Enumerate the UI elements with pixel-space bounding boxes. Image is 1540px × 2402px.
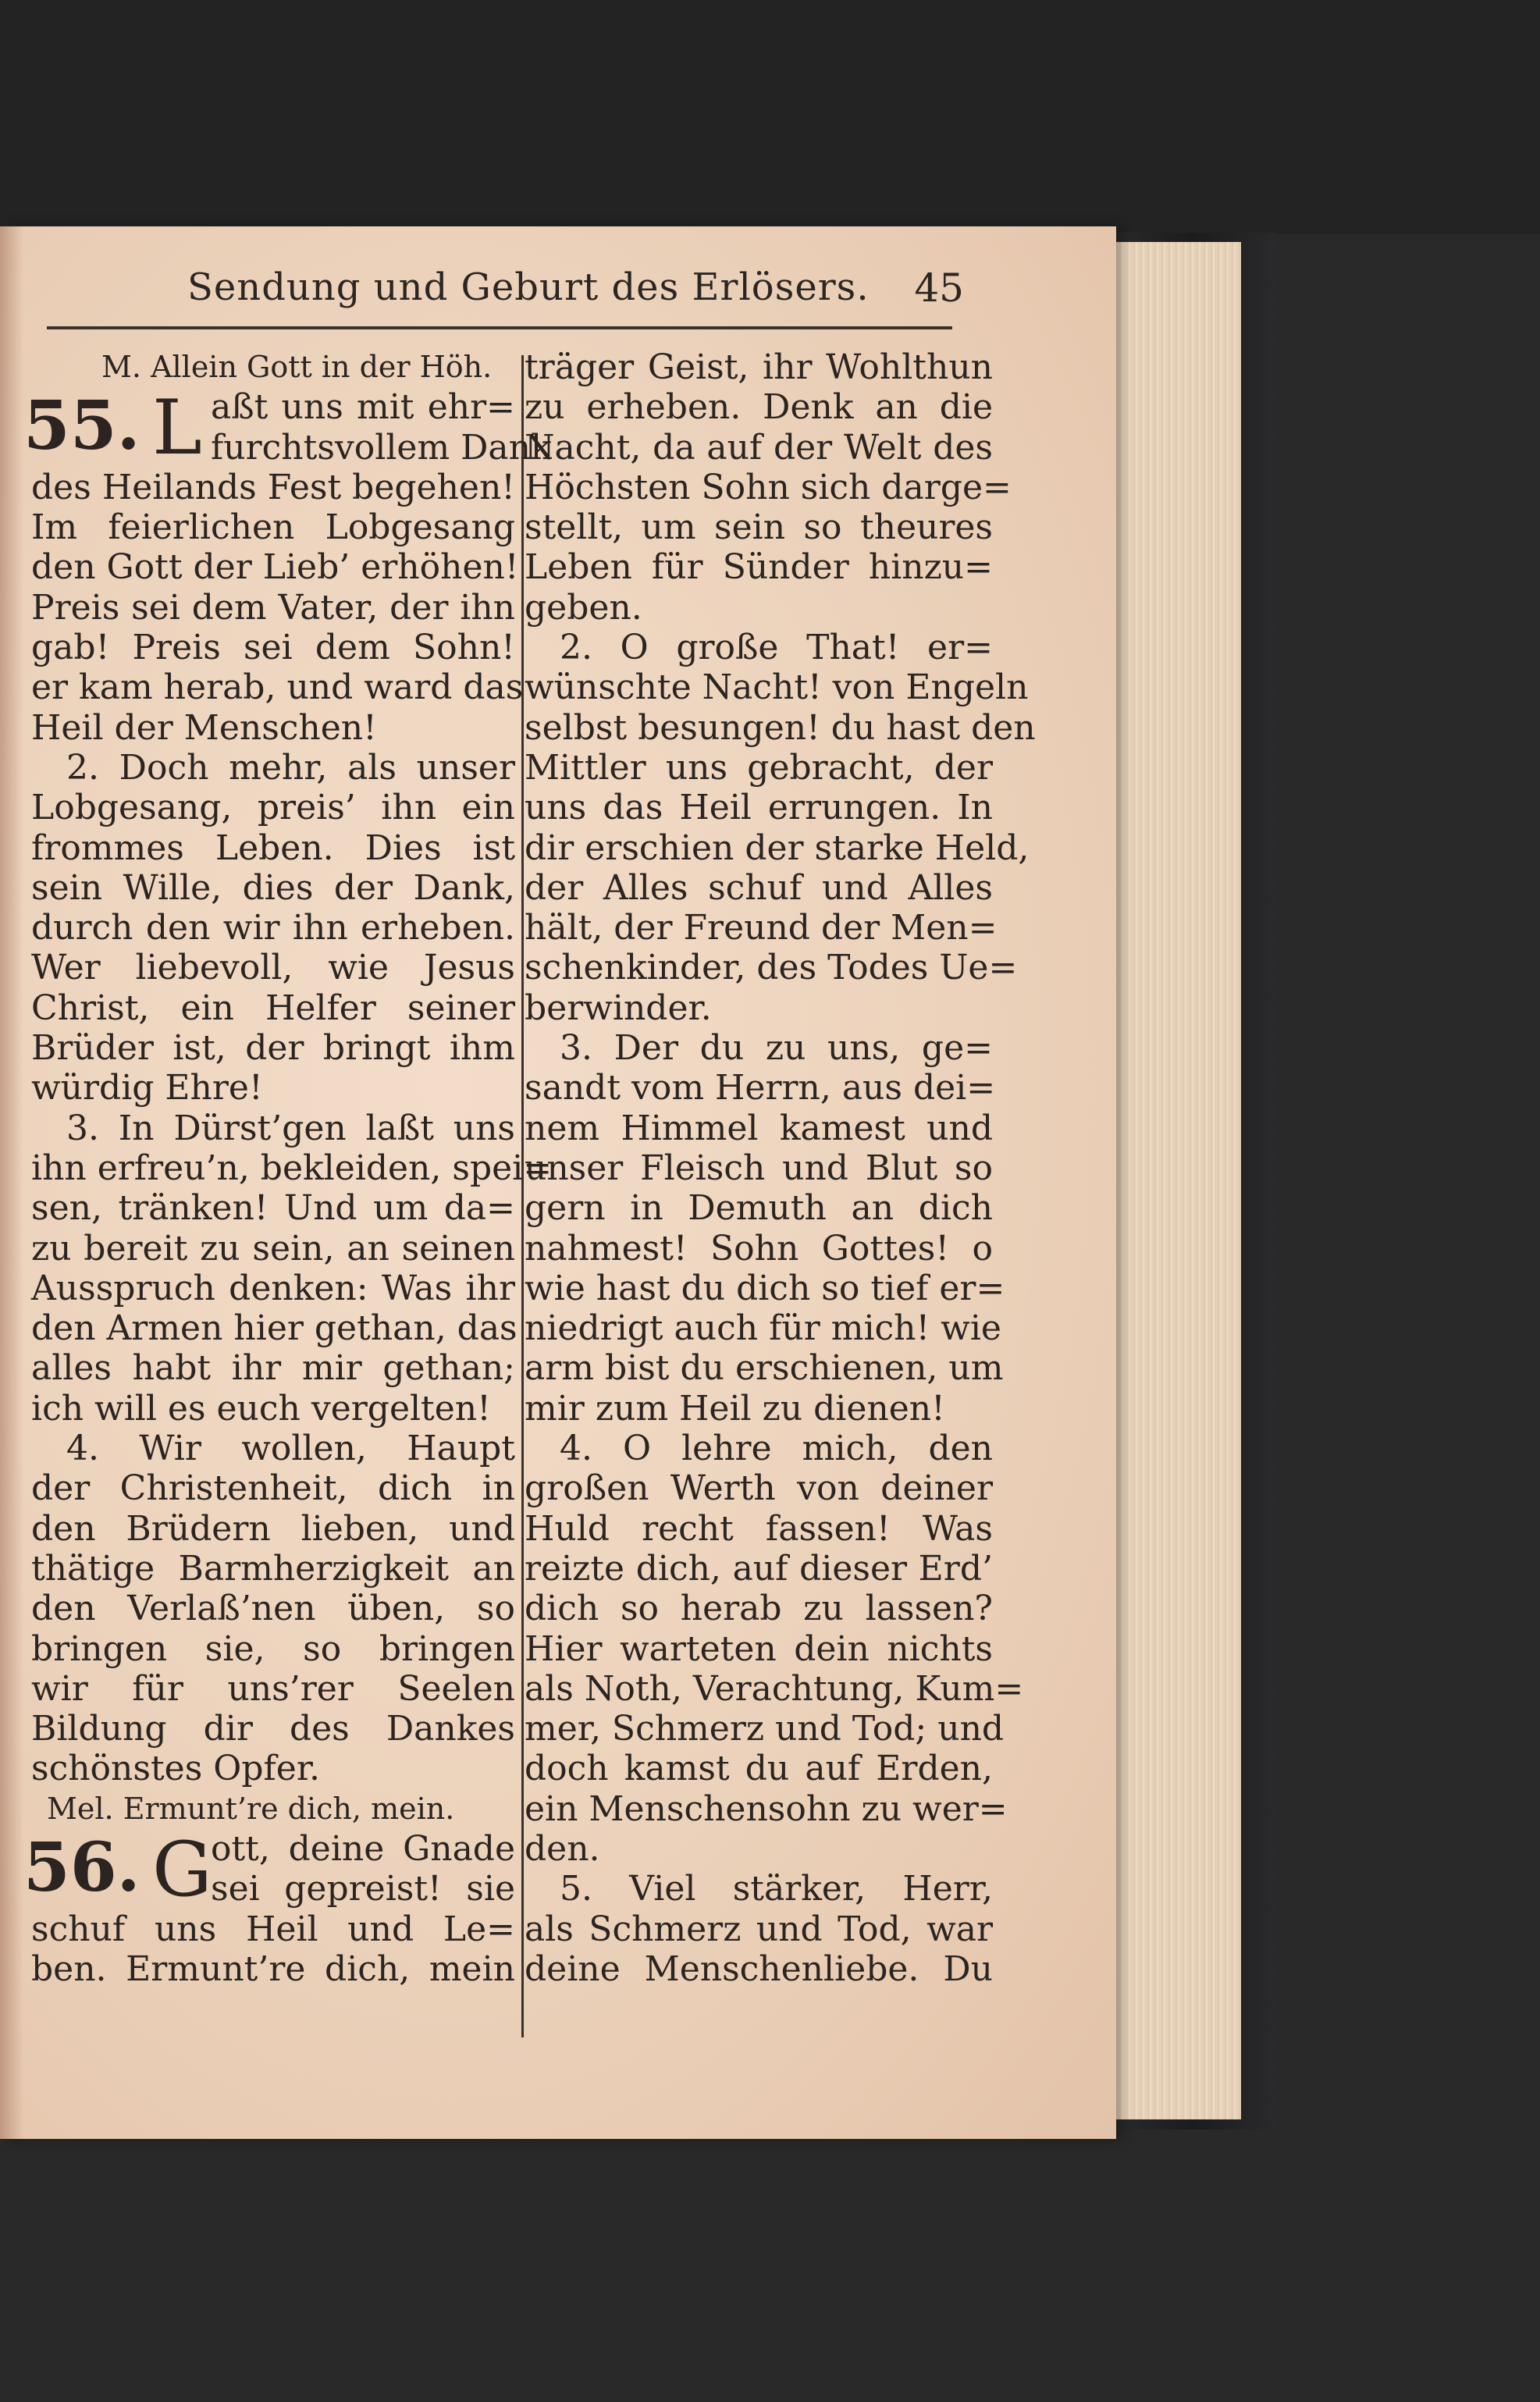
text-line: träger Geist, ihr Wohlthun bbox=[525, 347, 993, 387]
column-divider bbox=[521, 355, 524, 2037]
text-line: doch kamst du auf Erden, bbox=[525, 1749, 993, 1789]
text-line: gern in Demuth an dich bbox=[525, 1188, 993, 1229]
drop-cap: G bbox=[152, 1825, 212, 1913]
text-line: alles habt ihr mir gethan; bbox=[31, 1348, 515, 1389]
text-line: Höchsten Sohn sich darge= bbox=[525, 467, 1012, 507]
hymn-number: 55. bbox=[23, 386, 140, 466]
text-line: wünschte Nacht! von Engeln bbox=[525, 667, 1029, 708]
text-line: 4. O lehre mich, den bbox=[560, 1429, 993, 1469]
page-edges bbox=[1097, 242, 1241, 2119]
drop-cap: L bbox=[152, 384, 202, 472]
text-line: Hier warteten dein nichts bbox=[525, 1628, 993, 1669]
page-number: 45 bbox=[914, 265, 964, 311]
text-line: den. bbox=[525, 1828, 600, 1869]
text-line: 2. Doch mehr, als unser bbox=[66, 747, 515, 788]
text-line: der Alles schuf und Alles bbox=[525, 867, 993, 908]
text-line: ich will es euch vergelten! bbox=[31, 1388, 491, 1429]
text-line: dir erschien der starke Held, bbox=[525, 827, 1030, 868]
text-line: der Christenheit, dich in bbox=[31, 1468, 515, 1509]
text-line: den Verlaß’nen üben, so bbox=[31, 1589, 515, 1629]
hymn-heading bbox=[23, 1825, 515, 1913]
text-line: des Heilands Fest begehen! bbox=[31, 467, 515, 507]
text-line: Nacht, da auf der Welt des bbox=[525, 427, 993, 468]
text-line: schönstes Opfer. bbox=[31, 1749, 321, 1789]
left-column bbox=[23, 347, 553, 1989]
text-line: thätige Barmherzigkeit an bbox=[31, 1548, 515, 1589]
text-line: zu bereit zu sein, an seinen bbox=[31, 1228, 515, 1269]
text-line: Lobgesang, preis’ ihn ein bbox=[31, 788, 515, 828]
text-line: ben. Ermunt’re dich, mein bbox=[31, 1948, 515, 1989]
header-rule bbox=[47, 326, 952, 329]
hymn-heading bbox=[23, 384, 552, 472]
text-line: Huld recht fassen! Was bbox=[525, 1508, 993, 1549]
text-line: gab! Preis sei dem Sohn! bbox=[31, 628, 515, 668]
text-line: unser Fleisch und Blut so bbox=[525, 1148, 993, 1188]
text-line: furchtsvollem Dank bbox=[211, 427, 552, 468]
text-line: als Noth, Verachtung, Kum= bbox=[525, 1668, 1024, 1709]
text-line: durch den wir ihn erheben. bbox=[31, 908, 515, 948]
text-line: selbst besungen! du hast den bbox=[525, 707, 1036, 748]
text-line: den Armen hier gethan, das bbox=[31, 1308, 517, 1349]
text-line: Christ, ein Helfer seiner bbox=[31, 987, 515, 1028]
text-line: schuf uns Heil und Le= bbox=[31, 1909, 515, 1949]
text-line: stellt, um sein so theures bbox=[525, 507, 993, 548]
text-line: deine Menschenliebe. Du bbox=[525, 1948, 993, 1989]
text-line: den Brüdern lieben, und bbox=[31, 1508, 515, 1549]
right-column bbox=[525, 347, 1036, 1989]
text-line: nem Himmel kamest und bbox=[525, 1108, 993, 1148]
text-line: großen Werth von deiner bbox=[525, 1468, 993, 1509]
text-line: 2. O große That! er= bbox=[560, 628, 993, 668]
running-head: Sendung und Geburt des Erlösers. bbox=[187, 265, 870, 309]
text-line: sein Wille, dies der Dank, bbox=[31, 867, 515, 908]
text-line: Mittler uns gebracht, der bbox=[525, 747, 993, 788]
text-line: sei gepreist! sie bbox=[211, 1869, 515, 1909]
text-line: Brüder ist, der bringt ihm bbox=[31, 1028, 515, 1069]
text-line: 4. Wir wollen, Haupt bbox=[66, 1429, 515, 1469]
text-line: wir für uns’rer Seelen bbox=[31, 1668, 515, 1709]
text-line: ein Menschensohn zu wer= bbox=[525, 1788, 1008, 1829]
text-line: reizte dich, auf dieser Erd’ bbox=[525, 1548, 993, 1589]
text-line: würdig Ehre! bbox=[31, 1068, 263, 1108]
text-line: dich so herab zu lassen? bbox=[525, 1589, 993, 1629]
text-line: mer, Schmerz und Tod; und bbox=[525, 1709, 1005, 1749]
text-line: frommes Leben. Dies ist bbox=[31, 827, 515, 868]
text-line: 3. In Dürst’gen laßt uns bbox=[66, 1108, 515, 1148]
text-line: Bildung dir des Dankes bbox=[31, 1709, 515, 1749]
text-line: nahmest! Sohn Gottes! o bbox=[525, 1228, 993, 1269]
text-line: schenkinder, des Todes Ue= bbox=[525, 948, 1018, 988]
text-line: berwinder. bbox=[525, 987, 712, 1028]
text-line: Ausspruch denken: Was ihr bbox=[31, 1268, 515, 1308]
text-line: als Schmerz und Tod, war bbox=[525, 1909, 993, 1949]
text-line: 5. Viel stärker, Herr, bbox=[560, 1869, 993, 1909]
text-line: ott, deine Gnade bbox=[211, 1828, 515, 1869]
text-line: Im feierlichen Lobgesang bbox=[31, 507, 515, 548]
melody-line: M. Allein Gott in der Höh. bbox=[101, 350, 493, 384]
text-line: uns das Heil errungen. In bbox=[525, 788, 993, 828]
text-line: arm bist du erschienen, um bbox=[525, 1348, 1004, 1389]
text-line: zu erheben. Denk an die bbox=[525, 387, 993, 428]
text-line: mir zum Heil zu dienen! bbox=[525, 1388, 945, 1429]
text-line: den Gott der Lieb’ erhöhen! bbox=[31, 547, 519, 588]
page-header bbox=[187, 265, 983, 320]
text-line: 3. Der du zu uns, ge= bbox=[560, 1028, 993, 1069]
text-line: Heil der Menschen! bbox=[31, 707, 377, 748]
text-line: Preis sei dem Vater, der ihn bbox=[31, 587, 515, 628]
text-line: Wer liebevoll, wie Jesus bbox=[31, 948, 515, 988]
text-line: wie hast du dich so tief er= bbox=[525, 1268, 1005, 1308]
text-line: er kam herab, und ward das bbox=[31, 667, 524, 708]
hymn-number: 56. bbox=[23, 1827, 140, 1907]
background-top bbox=[0, 0, 1540, 234]
text-line: sandt vom Herrn, aus dei= bbox=[525, 1068, 996, 1108]
text-line: geben. bbox=[525, 587, 642, 628]
text-line: ihn erfreu’n, bekleiden, spei= bbox=[31, 1148, 553, 1188]
melody-line: Mel. Ermunt’re dich, mein. bbox=[47, 1791, 455, 1826]
text-line: aßt uns mit ehr= bbox=[211, 387, 515, 428]
text-line: sen, tränken! Und um da= bbox=[31, 1188, 515, 1229]
text-line: niedrigt auch für mich! wie bbox=[525, 1308, 1001, 1349]
text-line: hält, der Freund der Men= bbox=[525, 908, 998, 948]
text-line: Leben für Sünder hinzu= bbox=[525, 547, 993, 588]
text-line: bringen sie, so bringen bbox=[31, 1628, 515, 1669]
